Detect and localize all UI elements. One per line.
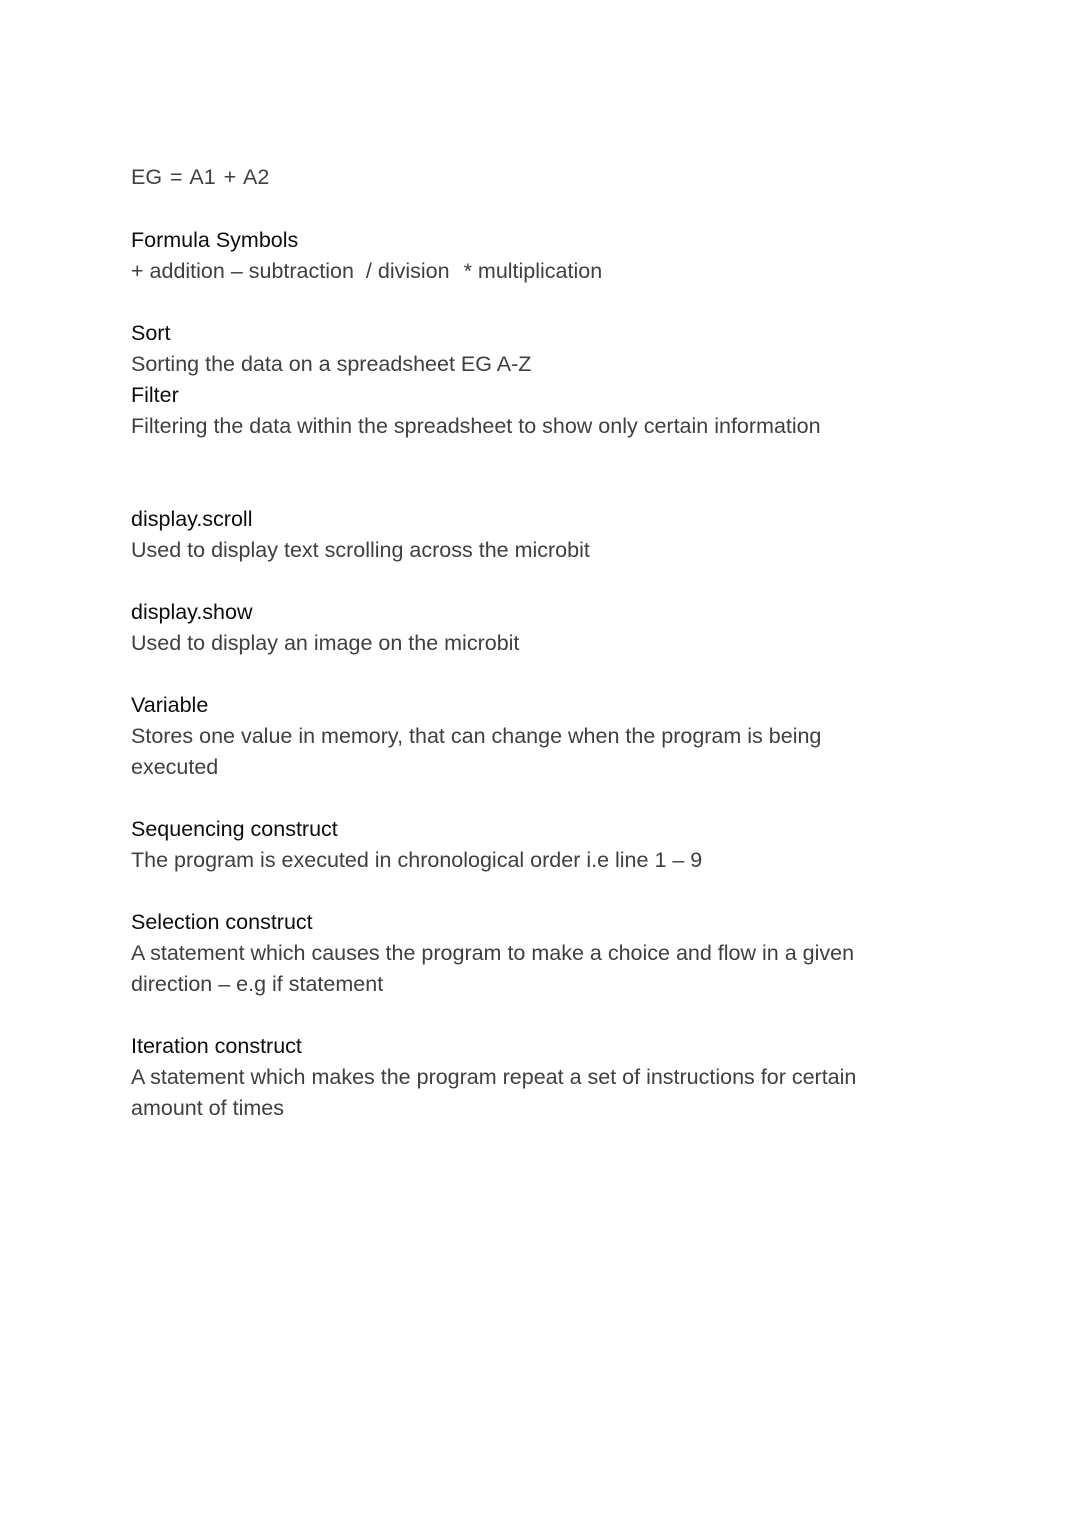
- variable-definition-line2: executed: [131, 755, 219, 779]
- display-scroll-definition: Used to display text scrolling across the microbit: [131, 538, 590, 562]
- example-formula: EG = A1 + A2: [131, 165, 270, 189]
- sort-heading: Sort: [131, 321, 171, 345]
- iteration-definition-line2: amount of times: [131, 1096, 284, 1120]
- filter-definition: Filtering the data within the spreadsheet to show only certain information: [131, 414, 821, 438]
- sequencing-definition: The program is executed in chronological order i.e line 1 – 9: [131, 848, 703, 872]
- multiplication-symbol: * multiplication: [463, 259, 603, 283]
- display-show-heading: display.show: [131, 600, 253, 624]
- formula-symbols-heading: Formula Symbols: [131, 228, 299, 252]
- selection-definition-line2: direction – e.g if statement: [131, 972, 384, 996]
- division-symbol: / division: [365, 259, 450, 283]
- iteration-heading: Iteration construct: [131, 1034, 302, 1058]
- display-show-definition: Used to display an image on the microbit: [131, 631, 520, 655]
- iteration-definition-line1: A statement which makes the program repeat a set of instructions for certain: [131, 1065, 857, 1089]
- subtraction-symbol: – subtraction: [230, 259, 354, 283]
- formula-symbols-list: [131, 256, 602, 287]
- selection-definition-line1: A statement which causes the program to make a choice and flow in a given: [131, 941, 855, 965]
- sequencing-heading: Sequencing construct: [131, 817, 338, 841]
- display-scroll-heading: display.scroll: [131, 507, 253, 531]
- selection-heading: Selection construct: [131, 910, 313, 934]
- sort-definition: Sorting the data on a spreadsheet EG A-Z: [131, 352, 532, 376]
- filter-heading: Filter: [131, 383, 179, 407]
- addition-symbol: + addition: [131, 259, 225, 283]
- variable-definition-line1: Stores one value in memory, that can change when the program is being: [131, 724, 822, 748]
- variable-heading: Variable: [131, 693, 209, 717]
